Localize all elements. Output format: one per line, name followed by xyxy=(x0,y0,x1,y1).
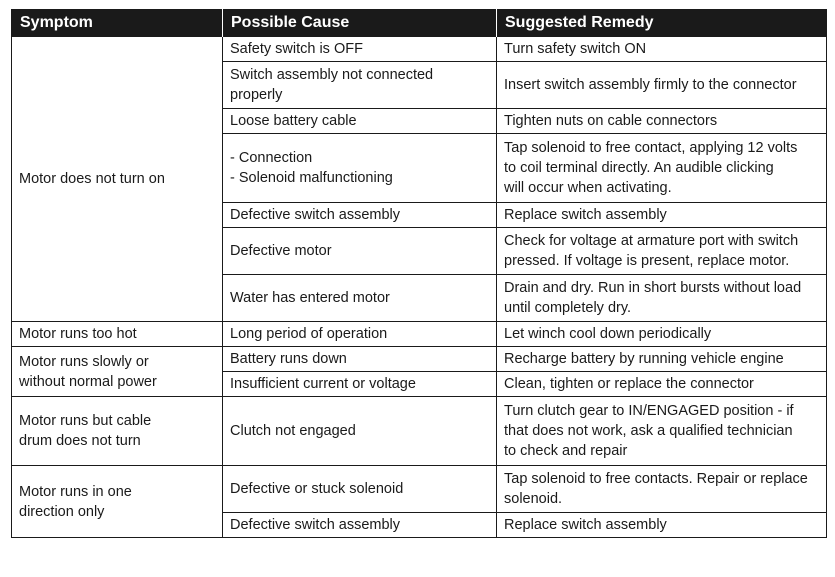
header-symptom: Symptom xyxy=(12,9,223,37)
remedy-cell: Replace switch assembly xyxy=(497,203,827,228)
header-row xyxy=(12,9,827,37)
cause-cell: Defective switch assembly xyxy=(223,513,497,538)
cause-cell: Defective motor xyxy=(223,228,497,275)
header-possible-cause: Possible Cause xyxy=(223,9,497,37)
symptom-cell: Motor runs slowly or without normal power xyxy=(12,347,223,397)
cause-cell: Safety switch is OFF xyxy=(223,37,497,62)
remedy-cell: Let winch cool down periodically xyxy=(497,322,827,347)
remedy-cell: Turn clutch gear to IN/ENGAGED position - if that does not work, ask a qualified technician to check and repair xyxy=(497,397,827,466)
remedy-cell: Tap solenoid to free contact, applying 12 volts to coil terminal directly. An audible clicking will occur when activating. xyxy=(497,134,827,203)
symptom-cell: Motor runs too hot xyxy=(12,322,223,347)
remedy-cell: Tighten nuts on cable connectors xyxy=(497,109,827,134)
remedy-cell: Check for voltage at armature port with switch pressed. If voltage is present, replace motor. xyxy=(497,228,827,275)
cause-cell: Long period of operation xyxy=(223,322,497,347)
table-row xyxy=(12,322,827,347)
cause-cell: Defective or stuck solenoid xyxy=(223,466,497,513)
remedy-cell: Clean, tighten or replace the connector xyxy=(497,372,827,397)
table-body xyxy=(12,37,827,538)
cause-cell: Defective switch assembly xyxy=(223,203,497,228)
cause-cell: Water has entered motor xyxy=(223,275,497,322)
remedy-cell: Recharge battery by running vehicle engine xyxy=(497,347,827,372)
symptom-cell: Motor runs but cable drum does not turn xyxy=(12,397,223,466)
troubleshooting-table xyxy=(11,9,827,538)
cause-cell: Loose battery cable xyxy=(223,109,497,134)
cause-cell: Insufficient current or voltage xyxy=(223,372,497,397)
remedy-cell: Insert switch assembly firmly to the connector xyxy=(497,62,827,109)
remedy-cell: Turn safety switch ON xyxy=(497,37,827,62)
remedy-cell: Tap solenoid to free contacts. Repair or replace solenoid. xyxy=(497,466,827,513)
remedy-cell: Replace switch assembly xyxy=(497,513,827,538)
remedy-cell: Drain and dry. Run in short bursts without load until completely dry. xyxy=(497,275,827,322)
table-row xyxy=(12,37,827,62)
header-suggested-remedy: Suggested Remedy xyxy=(497,9,827,37)
table-row xyxy=(12,347,827,372)
table-row xyxy=(12,397,827,466)
cause-cell: Switch assembly not connected properly xyxy=(223,62,497,109)
symptom-cell: Motor does not turn on xyxy=(12,37,223,322)
symptom-cell: Motor runs in one direction only xyxy=(12,466,223,538)
cause-cell: - Connection - Solenoid malfunctioning xyxy=(223,134,497,203)
table-row xyxy=(12,466,827,513)
cause-cell: Clutch not engaged xyxy=(223,397,497,466)
cause-cell: Battery runs down xyxy=(223,347,497,372)
